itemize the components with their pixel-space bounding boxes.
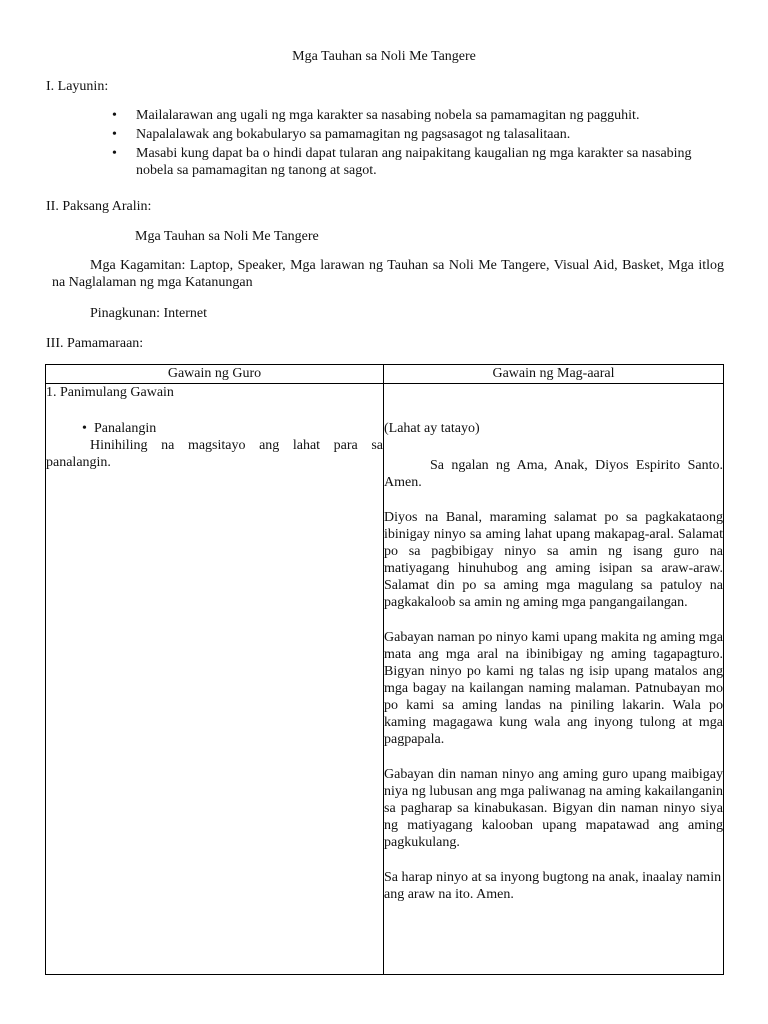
teacher-column-header: Gawain ng Guro <box>46 365 384 384</box>
prayer-paragraph: Gabayan naman po ninyo kami upang makita ng aming mga mata ang mga aral na ibinibigay ng aming tagapagturo. Bigyan ninyo po kami ng talas ng isip upang matalos ang mga bagay na kailangan naming malaman. Patnubayan mo po kami sa aming landas na piniling lakarin. Wala po kaming magagawa kung wala ang inyong tulong at mga pagpapala. <box>384 630 723 747</box>
objective-item <box>108 126 728 143</box>
teacher-instruction: Hinihiling na magsitayo ang lahat para sa panalangin. <box>46 438 383 470</box>
objective-item <box>108 145 728 179</box>
objective-text: Mailalarawan ang ugali ng mga karakter sa nasabing nobela sa pamamagitan ng pagguhit. <box>136 108 640 123</box>
procedure-heading: III. Pamamaraan: <box>46 336 144 351</box>
materials-text: Mga Kagamitan: Laptop, Speaker, Mga larawan ng Tauhan sa Noli Me Tangere, Visual Aid, Basket, Mga itlog na Naglalaman ng mga Katanungan <box>52 258 724 290</box>
procedure-table <box>45 364 724 975</box>
bullet-icon: • <box>82 421 87 436</box>
section-label: 1. Panimulang Gawain <box>46 385 174 400</box>
objective-text: Napalalawak ang bokabularyo sa pamamagitan ng pagsasagot ng talasalitaan. <box>136 127 571 142</box>
prayer-paragraph: Sa harap ninyo at sa inyong bugtong na anak, inaalay namin ang araw na ito. Amen. <box>384 870 722 902</box>
subject-title: Mga Tauhan sa Noli Me Tangere <box>135 229 319 244</box>
prayer-item <box>46 420 383 437</box>
opening-prayer: Sa ngalan ng Ama, Anak, Diyos Espirito Santo. Amen. <box>384 458 723 490</box>
objective-text: Masabi kung dapat ba o hindi dapat tularan ang naipakitang kaugalian ng mga karakter sa nasabing nobela sa pamamagitan ng tanong at sagot. <box>136 146 692 178</box>
bullet-icon: • <box>112 127 117 142</box>
student-column-header: Gawain ng Mag-aaral <box>384 365 724 384</box>
source-text: Pinagkunan: Internet <box>90 306 208 321</box>
bullet-icon: • <box>112 108 117 123</box>
prayer-paragraph: Gabayan din naman ninyo ang aming guro upang maibigay niya ng lubusan ang mga paliwanag na aming kakailanganin sa pagharap sa kinabukasan. Bigyan din naman ninyo siya ng matiyagang kalooban upang mapatawad ang aming pagkukulang. <box>384 767 723 850</box>
table-row <box>46 384 724 975</box>
objectives-list <box>108 107 728 181</box>
prayer-paragraph: Diyos na Banal, maraming salamat po sa pagkakataong ibinigay ninyo sa aming lahat upang makapag-aral. Salamat po sa pagbibigay ninyo sa amin ng isang guro na matiyagang hinuhubog ang aming isipan sa araw-araw. Salamat din po sa aming mga magulang sa patuloy na pagkakaloob sa amin ng aming mga pangangailangan. <box>384 510 723 610</box>
subject-heading: II. Paksang Aralin: <box>46 199 152 214</box>
objectives-heading: I. Layunin: <box>46 79 109 94</box>
bullet-icon: • <box>112 146 117 161</box>
prayer-label: Panalangin <box>94 421 157 436</box>
objective-item <box>108 107 728 124</box>
student-activity-cell <box>384 384 724 975</box>
table-header-row <box>46 365 724 384</box>
stage-direction: (Lahat ay tatayo) <box>384 421 480 436</box>
teacher-activity-cell <box>46 384 384 975</box>
document-title: Mga Tauhan sa Noli Me Tangere <box>292 49 476 64</box>
